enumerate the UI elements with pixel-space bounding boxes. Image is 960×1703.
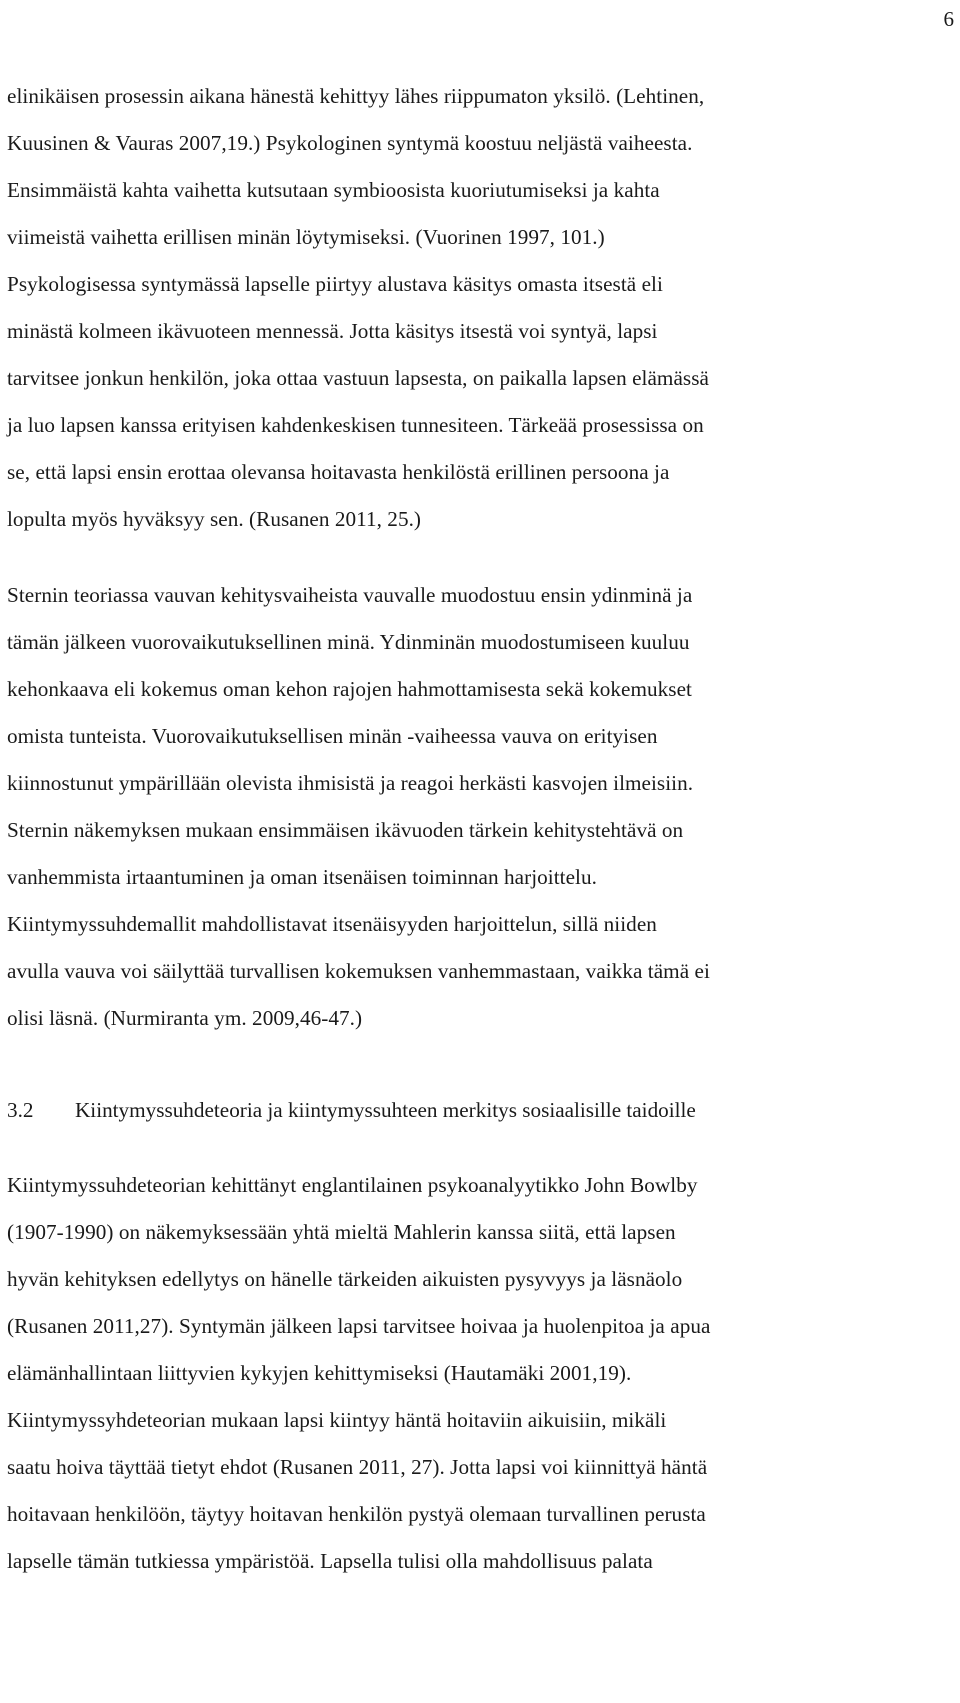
paragraph-line: saatu hoiva täyttää tietyt ehdot (Rusanen 2011, 27). Jotta lapsi voi kiinnittyä häntä [7,1455,708,1479]
paragraph-line: tämän jälkeen vuorovaikutuksellinen minä. Ydinminän muodostumiseen kuuluu [7,630,690,654]
section-number: 3.2 [7,1098,34,1122]
paragraph-line: kiinnostunut ympärillään olevista ihmisistä ja reagoi herkästi kasvojen ilmeisiin. [7,771,694,795]
paragraph-line: Sternin näkemyksen mukaan ensimmäisen ikävuoden tärkein kehitystehtävä on [7,818,684,842]
paragraph-line: tarvitsee jonkun henkilön, joka ottaa vastuun lapsesta, on paikalla lapsen elämässä [7,366,709,390]
paragraph-line: kehonkaava eli kokemus oman kehon rajojen hahmottamisesta sekä kokemukset [7,677,692,701]
paragraph-line: (Rusanen 2011,27). Syntymän jälkeen lapsi tarvitsee hoivaa ja huolenpitoa ja apua [7,1314,711,1338]
page-number: 6 [943,7,954,31]
paragraph-line: viimeistä vaihetta erillisen minän löytymiseksi. (Vuorinen 1997, 101.) [7,225,605,249]
paragraph-line: minästä kolmeen ikävuoteen mennessä. Jotta käsitys itsestä voi syntyä, lapsi [7,319,658,343]
paragraph-line: elinikäisen prosessin aikana hänestä kehittyy lähes riippumaton yksilö. (Lehtinen, [7,84,705,108]
paragraph-line: omista tunteista. Vuorovaikutuksellisen minän -vaiheessa vauva on erityisen [7,724,658,748]
paragraph-line: Kiintymyssuhdeteorian kehittänyt englantilainen psykoanalyytikko John Bowlby [7,1173,698,1197]
paragraph-line: avulla vauva voi säilyttää turvallisen kokemuksen vanhemmastaan, vaikka tämä ei [7,959,710,983]
paragraph-line: Psykologisessa syntymässä lapselle piirtyy alustava käsitys omasta itsestä eli [7,272,663,296]
paragraph-line: hyvän kehityksen edellytys on hänelle tärkeiden aikuisten pysyvyys ja läsnäolo [7,1267,683,1291]
paragraph-line: se, että lapsi ensin erottaa olevansa hoitavasta henkilöstä erillinen persoona ja [7,460,670,484]
paragraph-line: hoitavaan henkilöön, täytyy hoitavan henkilön pystyä olemaan turvallinen perusta [7,1502,706,1526]
paragraph-line: (1907-1990) on näkemyksessään yhtä mieltä Mahlerin kanssa siitä, että lapsen [7,1220,676,1244]
paragraph-line: lopulta myös hyväksyy sen. (Rusanen 2011, 25.) [7,507,422,531]
paragraph-line: lapselle tämän tutkiessa ympäristöä. Lapsella tulisi olla mahdollisuus palata [7,1549,653,1573]
paragraph-line: Ensimmäistä kahta vaihetta kutsutaan symbioosista kuoriutumiseksi ja kahta [7,178,660,202]
paragraph-line: Sternin teoriassa vauvan kehitysvaiheista vauvalle muodostuu ensin ydinminä ja [7,583,693,607]
paragraph-line: Kuusinen & Vauras 2007,19.) Psykologinen syntymä koostuu neljästä vaiheesta. [7,131,693,155]
paragraph-line: ja luo lapsen kanssa erityisen kahdenkeskisen tunnesiteen. Tärkeää prosessissa on [7,413,704,437]
paragraph-line: elämänhallintaan liittyvien kykyjen kehittymiseksi (Hautamäki 2001,19). [7,1361,632,1385]
section-title: Kiintymyssuhdeteoria ja kiintymyssuhteen merkitys sosiaalisille taidoille [75,1098,696,1122]
paragraph-line: vanhemmista irtaantuminen ja oman itsenäisen toiminnan harjoittelu. [7,865,597,889]
paragraph-line: Kiintymyssuhdemallit mahdollistavat itsenäisyyden harjoittelun, sillä niiden [7,912,657,936]
paragraph-line: Kiintymyssyhdeteorian mukaan lapsi kiintyy häntä hoitaviin aikuisiin, mikäli [7,1408,667,1432]
paragraph-line: olisi läsnä. (Nurmiranta ym. 2009,46-47.) [7,1006,363,1030]
